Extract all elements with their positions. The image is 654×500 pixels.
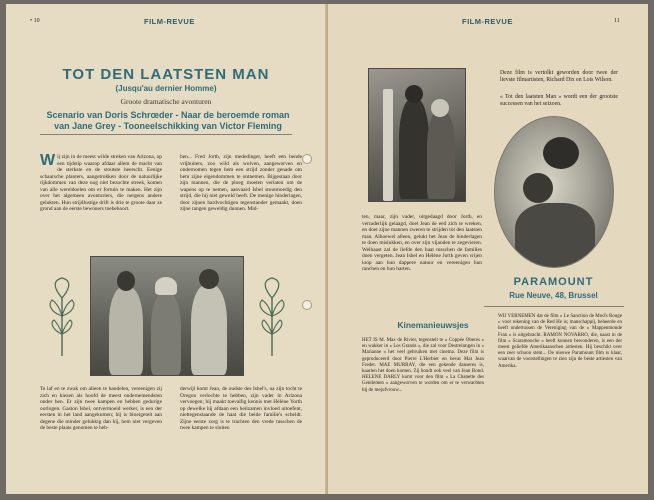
magazine-spread [6,4,648,494]
credits-line-1: Scenario van Doris Schrœder - Naar de beroemde roman [46,110,290,120]
intro-success-text: « Tot den laatsten Man » wordt een der grootste successen van het seizoen. [500,94,618,107]
left-column-2: ben... Fred Jorth, zijn mededinger, heeft een bende vrijbuiters, zoo wild als wolven, aangeworven en ondernomen tegen hem een strijd zonder genade om hem zijne eigendommen te ontnemen. Bijgestaan door zijn mannen, die de ploeg moeten verlaten om de wapens op te nemen, aanvaard Isbel stoutmoedig den strijd, die hij niet geweld heeft. De menige hinderlagen, door zijnen hardvochtigen tegenstander gemaakt, doen zijne rangen geweldig dunnen. Mid- [180,154,302,212]
floral-ornament-right-icon [256,276,288,358]
article-title: TOT DEN LAATSTEN MAN [62,66,270,83]
right-column-1: ten, maar, zijn vader, uitgedaagd door Jorth, en verraderlijk gelaagd, doet Jean de eed zich te wreken, en doet zijne mannen zweren te strijden tot den laatsten man. Alhoewel alleen, gelukt het Jean de hinderlagen te doen mislukken, en over zijn vijanden te zegevieren. Welhaast zal de liefde den haat tusschen de families doen vergeten. Jean Isbel en Hélène Jorth geven vrijen loop aan hun dappere natuur en vereenigen hun ranchen en hun harten. [362,214,482,272]
article-genre: Groote dramatische avonturen [120,97,212,106]
staple-hole-2 [302,300,312,310]
paramount-name: PARAMOUNT [513,276,594,288]
news-column-2: WIJ VERNEMEN dat de film « Le Sanction de Mod's Rouge » voor rekening van de Red He is; manschappij, beheerde en heeft ondertussen de Vereniging van de « Mappenmonde Fran » is uitgebracht. RAMON NOVARRO, die, naast in de film « Scaramouche » heeft kunnen bewonderen, is een der meest geliefde Amerikaanschen artiesten. Hij beschikt over een zeer schoon stem... De nieuwe Paramount film is klaar, waarvan de voorstellingen te zien zijn de beste artiesten van Amerika. [498,314,622,369]
news-heading: Kinemanieuwsjes [397,320,469,330]
portrait-oval-couple [494,116,614,268]
left-running-head: FILM-REVUE [144,17,195,26]
article-credits [38,110,298,132]
left-page [6,4,326,494]
left-column-1-text: ij zijn in de meest wilde streken van Arizona, op een tijdstip waarop afdaar allem de macht van de sterkste en de stoutste heerscht. Eenige schaarsche planters, aangetrokken door de natuurlijke rijkdommen van deze nog niet bezochte streek, komen van alle wereldoelen om er fortuin te maken. Het zijn over het algemeen avonturiers, die nergens andere gelukten. Hun strijdlustige drift is drie te groote daar ze grond aan de eerste bewoners toebehoort. [40,154,162,212]
staple-hole-1 [302,154,312,164]
intro-cast-text: Deze film is vertolkt geworden door twee der lievste filmartisten, Richard Dix en Lois Wilson. [500,70,618,83]
right-page-number: 11 [614,18,620,24]
news-column-1: HET IS M. Max de Rivier, tegenstelt te « Coppée Oberes » en wakker in « Les Grands », die zal voor Destrelungen in « Marianne » het veel gebruiken met cinema. Deze film is geproduceerd door Pierre L'Herbier en bevat Mat Jean Fredet. MAE MURRAY, die een gekende danseres is, kaarten het doen komen. Zij houdt ook veel van Jean Bond. HELENE DARLY komt voor den film « La Chanette des Gentlemen » aangeworven te worden om er te verwachten bij de mejufvrouw... [362,338,484,393]
article-subtitle: (Jusqu'au dernier Homme) [115,84,217,93]
advert-rule [484,306,624,307]
right-running-head: FILM-REVUE [462,17,513,26]
left-column-4: derwijl komt Jean, de oudste des Isbel's, na zijn tocht te Oregon verlochte te hebben, zijn vader in Arizona vervoegen; hij maakt toevallig kennis met Hélène Yorth op dewelke hij afdaan een heilzamen invloed uitoefent, niettegenstaande de haat die beide familie's scheidt. Zijne eerste zorg is te trachten den vrede tusschen de twee kampen te sluiten [180,386,302,431]
paramount-address: Rue Neuve, 48, Brussel [509,291,598,300]
left-page-number: • 10 [30,18,40,24]
title-rule [40,134,292,135]
left-column-3: Te laf en te zwak om alleen te handelen, vereenigen zij zich en kiezen als hoofd de meest ondernemendsten onder hen. Er zijn twee kampen en hebben gedurige oorlogen. Gaston Isbel, ontvermoeid werker, is een der eersten in het land aangekomen; hij is bloeigetelt aan degene die minder gelukkig dan hij, hem niet vergeven de beste plaats genomen te heb- [40,386,162,431]
paramount-advert [476,276,631,300]
still-photo-three-men [90,256,244,376]
right-page [328,4,648,494]
floral-ornament-left-icon [46,276,78,358]
dropcap: W [40,152,56,169]
credits-line-2: van Jane Grey - Tooneelschikking van Victor Fleming [54,121,282,131]
left-column-1 [40,154,162,213]
still-photo-couple-doorway [368,68,466,202]
